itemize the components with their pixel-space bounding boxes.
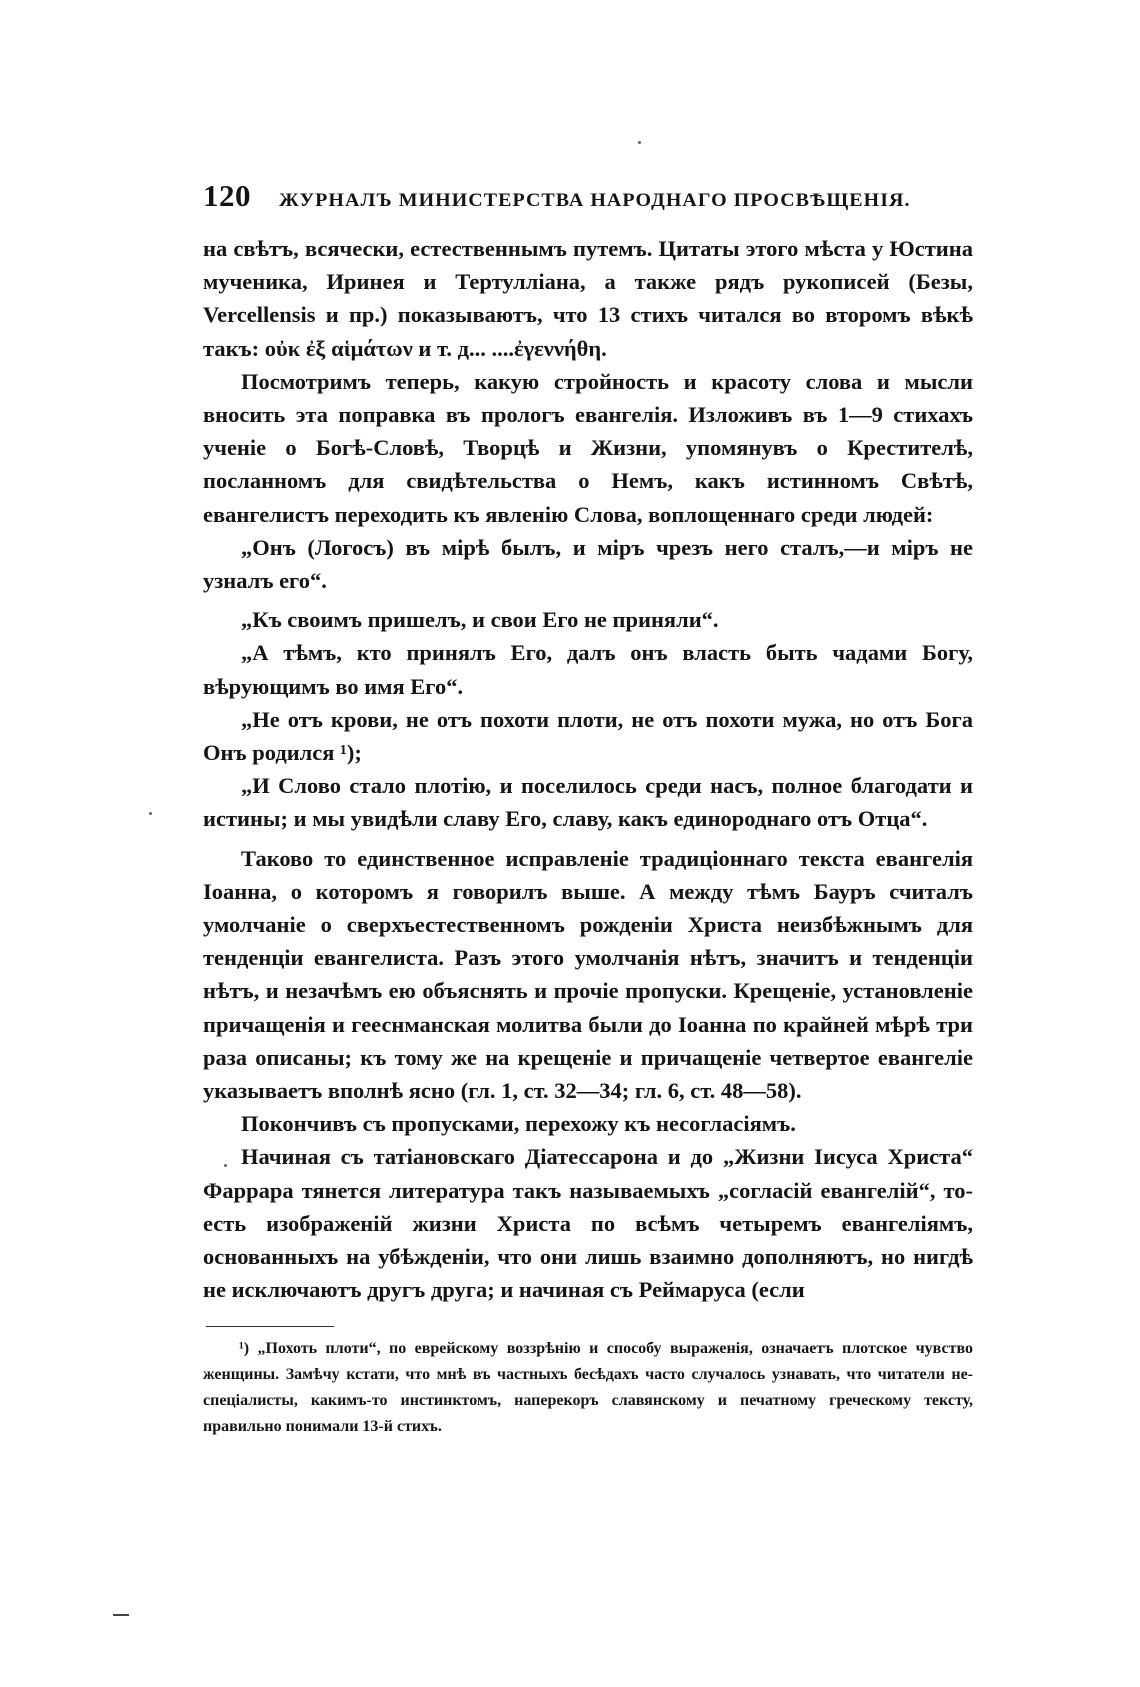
quote-3: „А тѣмъ, кто принялъ Его, далъ онъ власть быть чадами Богу, вѣрующимъ во имя Его“. bbox=[203, 640, 973, 699]
page-header bbox=[203, 178, 985, 214]
running-title: ЖУРНАЛЪ МИНИСТЕРСТВА НАРОДНАГО ПРОСВѢЩЕНІЯ. bbox=[279, 190, 911, 211]
margin-dash-mark bbox=[113, 1614, 129, 1616]
margin-dot-mark bbox=[149, 812, 152, 815]
quote-5: „И Слово стало плотію, и поселилось среди насъ, полное благодати и истины; и мы увидѣли славу Его, славу, какъ единороднаго отъ Отца“. bbox=[203, 773, 973, 832]
margin-dot-mark bbox=[638, 141, 641, 144]
paragraph-2: Посмотримъ теперь, какую стройность и красоту слова и мысли вносить эта поправка въ прологъ евангелія. Изложивъ въ 1—9 стихахъ ученіе о Богѣ-Словѣ, Творцѣ и Жизни, упомянувъ о Крестителѣ, посланномъ для свидѣтельства о Немъ, какъ истинномъ Свѣтѣ, евангелистъ переходить къ явленію Слова, воплощеннаго среди людей: bbox=[203, 368, 973, 527]
paragraph-5: Начиная съ татіановскаго Діатессарона и до „Жизни Іисуса Христа“ Фаррара тянется литература такъ называемыхъ „согласій евангелій“, то-есть изображеній жизни Христа по всѣмъ четыремъ евангеліямъ, основанныхъ на убѣжденіи, что они лишь взаимно дополняютъ, но нигдѣ не исключаютъ другъ друга; и начиная съ Реймаруса (если bbox=[203, 1144, 973, 1303]
quote-1: „Онъ (Логосъ) въ мірѣ былъ, и міръ чрезъ него сталъ,—и міръ не узналъ его“. bbox=[203, 534, 973, 594]
paragraph-4: Покончивъ съ пропусками, перехожу къ несогласіямъ. bbox=[241, 1111, 796, 1137]
paragraph-3: Таково то единственное исправленіе традиціоннаго текста евангелія Іоанна, о которомъ я говорилъ выше. А между тѣмъ Бауръ считалъ умолчаніе о сверхъестественномъ рожденіи Христа неизбѣжнымъ для тенденціи евангелиста. Разъ этого умолчанія нѣтъ, значитъ и тенденціи нѣтъ, и незачѣмъ ею объяснять и прочіе пропуски. Крещеніе, установленіе причащенія и гееснманская молитва были до Іоанна по крайней мѣрѣ три раза описаны; къ тому же на крещеніе и причащеніе четвертое евангеліе указываетъ вполнѣ ясно (гл. 1, ст. 32—34; гл. 6, ст. 48—58). bbox=[203, 845, 973, 1104]
main-text bbox=[203, 232, 973, 1307]
page-number: 120 bbox=[203, 178, 251, 213]
footnote-section bbox=[203, 1336, 973, 1440]
quote-4: „Не отъ крови, не отъ похоти плоти, не отъ похоти мужа, но отъ Бога Онъ родился ¹); bbox=[203, 706, 973, 766]
footnote-1: ¹) „Похоть плоти“, по еврейскому воззрѣнію и способу выраженія, означаетъ плотское чувство женщины. Замѣчу кстати, что мнѣ въ частныхъ бесѣдахъ часто случалось узнавать, что читатели не-спеціалисты, какимъ-то инстинктомъ, наперекоръ славянскому и печатному греческому тексту, правильно понимали 13-й стихъ. bbox=[203, 1340, 973, 1435]
quote-2: „Къ своимъ пришелъ, и свои Его не приняли“. bbox=[241, 607, 719, 633]
footnote-divider bbox=[206, 1326, 334, 1327]
paragraph-1: на свѣтъ, всячески, естественнымъ путемъ. Цитаты этого мѣста у Юстина мученика, Иринея и Тертулліана, а также рядъ рукописей (Безы, Vercellensis и пр.) показываютъ, что 13 стихъ читался во второмъ вѣкѣ такъ: οὐκ ἐξ αἱμάτων и т. д... ....ἐγεννήθη. bbox=[203, 236, 973, 361]
margin-dot-mark bbox=[224, 1164, 227, 1167]
